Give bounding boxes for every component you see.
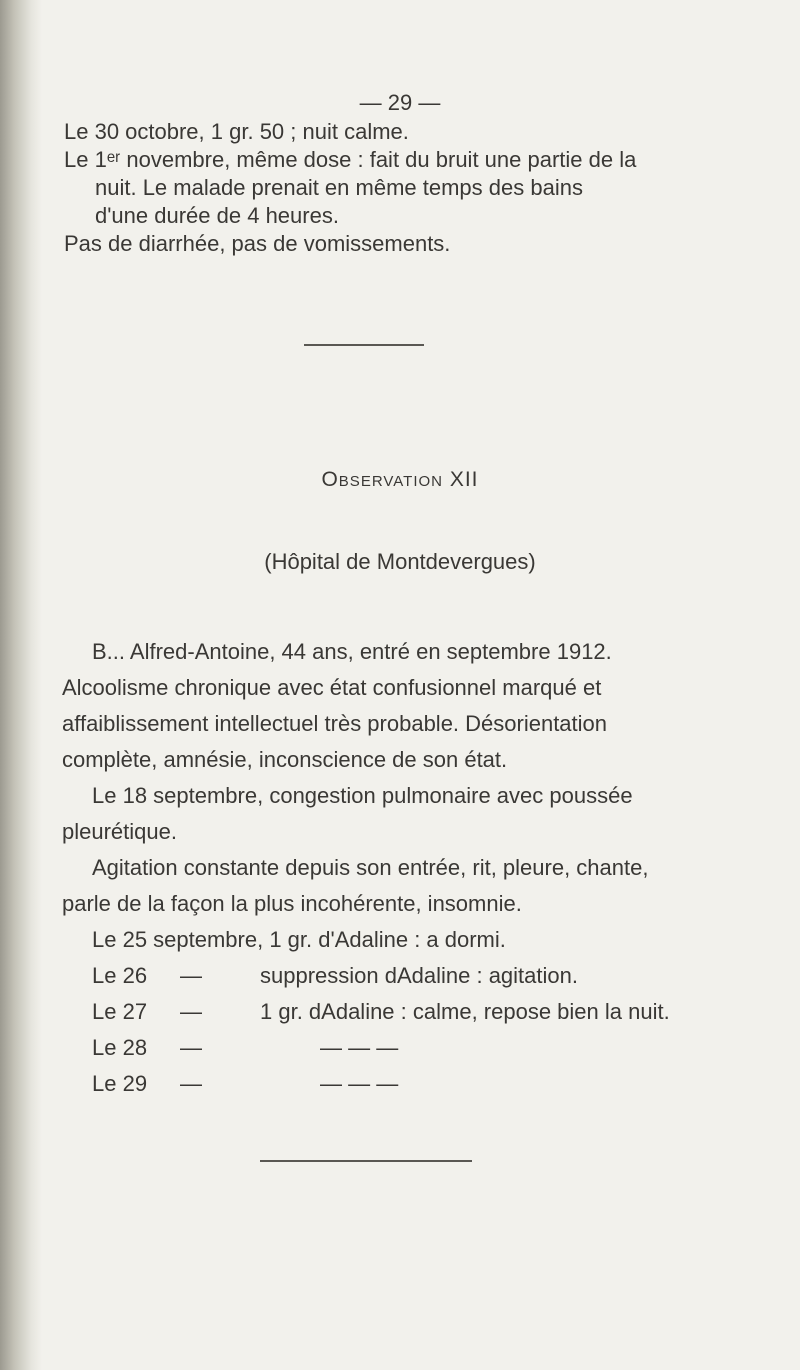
observation-title: Observation XII xyxy=(321,468,479,491)
entry-date-28: Le 28 xyxy=(92,1035,148,1060)
body-line-2: Alcoolisme chronique avec état confusionnel marqué et xyxy=(62,675,602,700)
entry-dash-26: — xyxy=(180,963,202,988)
intro-line-3: nuit. Le malade prenait en même temps des bains xyxy=(95,175,583,200)
entry-text-26: suppression dAdaline : agitation. xyxy=(260,963,578,988)
body-line-4: complète, amnésie, inconscience de son état. xyxy=(62,747,508,772)
body-line-9: Le 25 septembre, 1 gr. d'Adaline : a dormi. xyxy=(92,927,506,952)
entry-text-28: — — — xyxy=(320,1035,399,1060)
section-divider xyxy=(304,344,424,346)
body-line-8: parle de la façon la plus incohérente, insomnie. xyxy=(62,891,522,916)
body-line-5: Le 18 septembre, congestion pulmonaire avec poussée xyxy=(92,783,633,808)
entry-dash-27: — xyxy=(180,999,202,1024)
intro-line-4: d'une durée de 4 heures. xyxy=(95,203,339,228)
intro-line-5: Pas de diarrhée, pas de vomissements. xyxy=(64,231,451,256)
body-line-1: B... Alfred-Antoine, 44 ans, entré en septembre 1912. xyxy=(92,639,612,664)
body-line-3: affaiblissement intellectuel très probable. Désorientation xyxy=(62,711,608,736)
intro-line-1: Le 30 octobre, 1 gr. 50 ; nuit calme. xyxy=(64,119,409,144)
entry-text-27: 1 gr. dAdaline : calme, repose bien la nuit. xyxy=(260,999,670,1024)
page-edge-shadow xyxy=(0,0,42,1370)
entry-dash-29: — xyxy=(180,1071,202,1096)
entry-date-29: Le 29 xyxy=(92,1071,148,1096)
body-line-6: pleurétique. xyxy=(62,819,177,844)
page-number: — 29 — xyxy=(359,90,441,115)
end-divider xyxy=(260,1160,472,1162)
body-line-7: Agitation constante depuis son entrée, rit, pleure, chante, xyxy=(92,855,649,880)
entry-date-26: Le 26 xyxy=(92,963,148,988)
observation-subtitle: (Hôpital de Montdevergues) xyxy=(264,549,536,574)
entry-dash-28: — xyxy=(180,1035,202,1060)
intro-line-2: Le 1ᵉʳ novembre, même dose : fait du bruit une partie de la xyxy=(64,147,637,172)
entry-date-27: Le 27 xyxy=(92,999,148,1024)
entry-text-29: — — — xyxy=(320,1071,399,1096)
